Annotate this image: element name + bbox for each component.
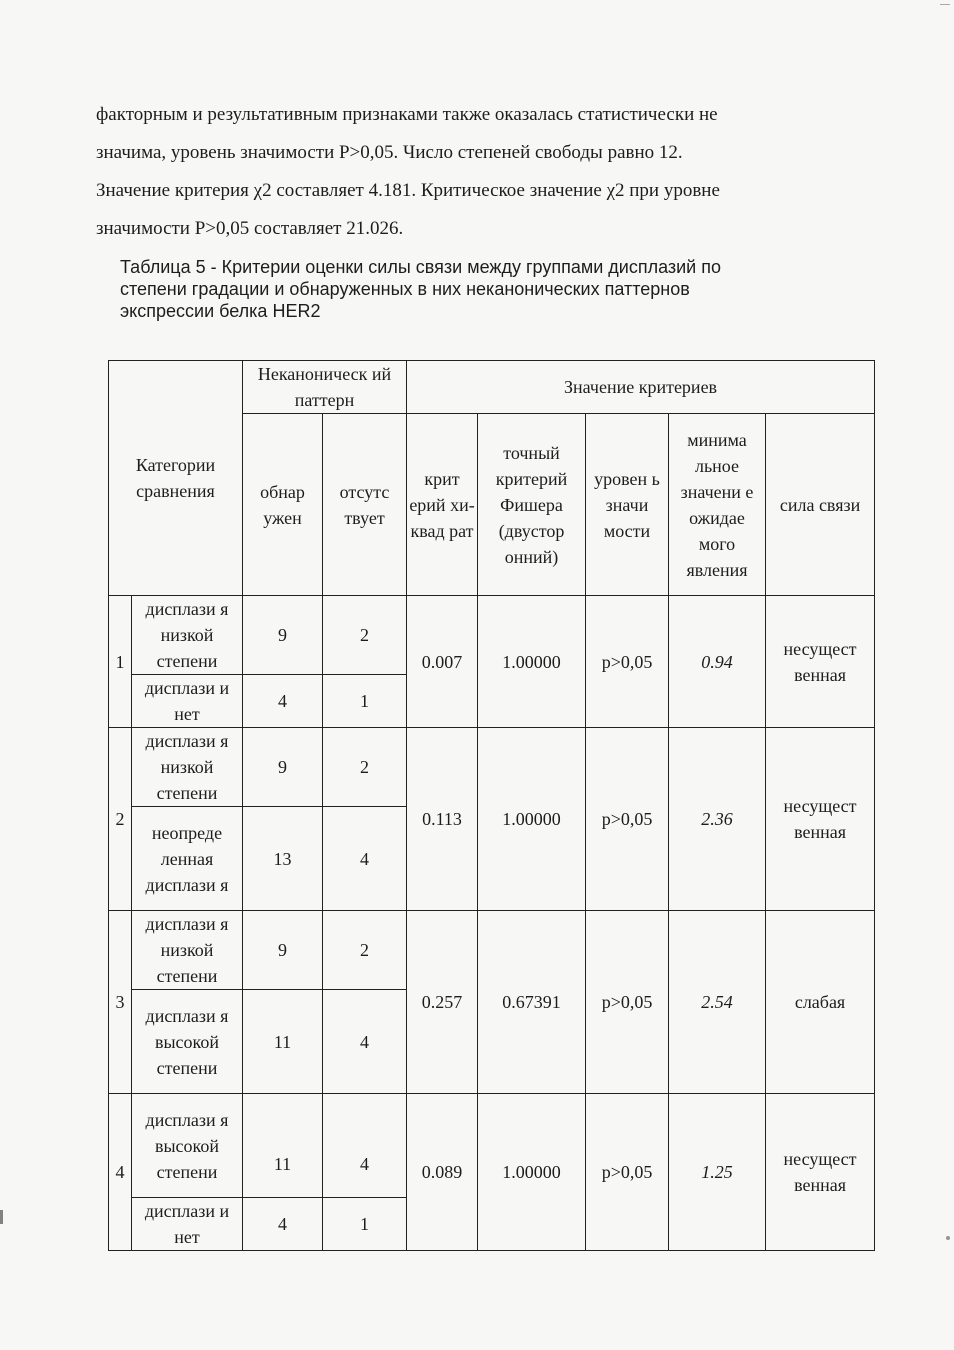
- category-cell: дисплази и нет: [132, 675, 243, 728]
- header-categories: Категории сравнения: [109, 361, 243, 596]
- header-significance: уровен ь значи мости: [586, 414, 669, 596]
- paragraph-line: Значение критерия χ2 составляет 4.181. Критическое значение χ2 при уровне: [96, 180, 720, 201]
- fisher-cell: 1.00000: [478, 1094, 586, 1251]
- group-number: 3: [109, 911, 132, 1094]
- detected-cell: 9: [243, 911, 323, 990]
- header-row: [109, 361, 875, 414]
- chi-square-cell: 0.089: [407, 1094, 478, 1251]
- scan-speck: [0, 1210, 3, 1224]
- significance-cell: p>0,05: [586, 911, 669, 1094]
- detected-cell: 4: [243, 1198, 323, 1251]
- header-pattern: Неканоническ ий паттерн: [243, 361, 407, 414]
- detected-cell: 9: [243, 596, 323, 675]
- body-paragraph: [96, 96, 848, 248]
- absent-cell: 2: [323, 596, 407, 675]
- absent-cell: 4: [323, 807, 407, 911]
- scan-speck: [946, 1236, 950, 1240]
- detected-cell: 13: [243, 807, 323, 911]
- detected-cell: 4: [243, 675, 323, 728]
- strength-cell: несущест венная: [766, 1094, 875, 1251]
- header-min-expected: минима льное значени е ожидае мого явления: [669, 414, 766, 596]
- caption-line: экспрессии белка HER2: [120, 301, 321, 321]
- category-cell: дисплази я высокой степени: [132, 990, 243, 1094]
- significance-cell: p>0,05: [586, 596, 669, 728]
- table-row: [109, 1094, 875, 1198]
- category-cell: дисплази я низкой степени: [132, 911, 243, 990]
- detected-cell: 11: [243, 1094, 323, 1198]
- table-row: [109, 911, 875, 990]
- table-row: [109, 728, 875, 807]
- detected-cell: 11: [243, 990, 323, 1094]
- header-detected: обнар ужен: [243, 414, 323, 596]
- table-row: [109, 596, 875, 675]
- chi-square-cell: 0.007: [407, 596, 478, 728]
- fisher-cell: 1.00000: [478, 728, 586, 911]
- group-number: 4: [109, 1094, 132, 1251]
- header-absent: отсутс твует: [323, 414, 407, 596]
- absent-cell: 2: [323, 728, 407, 807]
- chi-square-cell: 0.257: [407, 911, 478, 1094]
- group-number: 1: [109, 596, 132, 728]
- absent-cell: 1: [323, 1198, 407, 1251]
- strength-cell: несущест венная: [766, 728, 875, 911]
- category-cell: дисплази я высокой степени: [132, 1094, 243, 1198]
- paragraph-line: значима, уровень значимости P>0,05. Число степеней свободы равно 12.: [96, 142, 683, 163]
- category-cell: дисплази я низкой степени: [132, 596, 243, 675]
- table-caption: [120, 256, 868, 322]
- header-strength: сила связи: [766, 414, 875, 596]
- paragraph-line: значимости P>0,05 составляет 21.026.: [96, 218, 404, 239]
- category-cell: дисплази я низкой степени: [132, 728, 243, 807]
- paragraph-line: факторным и результативным признаками также оказалась статистически не: [96, 104, 718, 125]
- significance-cell: p>0,05: [586, 1094, 669, 1251]
- group-number: 2: [109, 728, 132, 911]
- detected-cell: 9: [243, 728, 323, 807]
- strength-cell: слабая: [766, 911, 875, 1094]
- category-cell: неопреде ленная дисплази я: [132, 807, 243, 911]
- caption-line: Таблица 5 - Критерии оценки силы связи между группами дисплазий по: [120, 257, 721, 277]
- header-criteria: Значение критериев: [407, 361, 875, 414]
- chi-square-cell: 0.113: [407, 728, 478, 911]
- strength-cell: несущест венная: [766, 596, 875, 728]
- min-expected-cell: 1.25: [669, 1094, 766, 1251]
- absent-cell: 4: [323, 990, 407, 1094]
- min-expected-cell: 2.36: [669, 728, 766, 911]
- absent-cell: 1: [323, 675, 407, 728]
- min-expected-cell: 2.54: [669, 911, 766, 1094]
- absent-cell: 2: [323, 911, 407, 990]
- fisher-cell: 0.67391: [478, 911, 586, 1094]
- fisher-cell: 1.00000: [478, 596, 586, 728]
- header-chi-square: крит ерий хи-квад рат: [407, 414, 478, 596]
- significance-cell: p>0,05: [586, 728, 669, 911]
- criteria-table: [108, 360, 875, 1251]
- absent-cell: 4: [323, 1094, 407, 1198]
- scan-speck: [940, 4, 950, 5]
- min-expected-cell: 0.94: [669, 596, 766, 728]
- header-fisher: точный критерий Фишера (двустор онний): [478, 414, 586, 596]
- caption-line: степени градации и обнаруженных в них неканонических паттернов: [120, 279, 690, 299]
- category-cell: дисплази и нет: [132, 1198, 243, 1251]
